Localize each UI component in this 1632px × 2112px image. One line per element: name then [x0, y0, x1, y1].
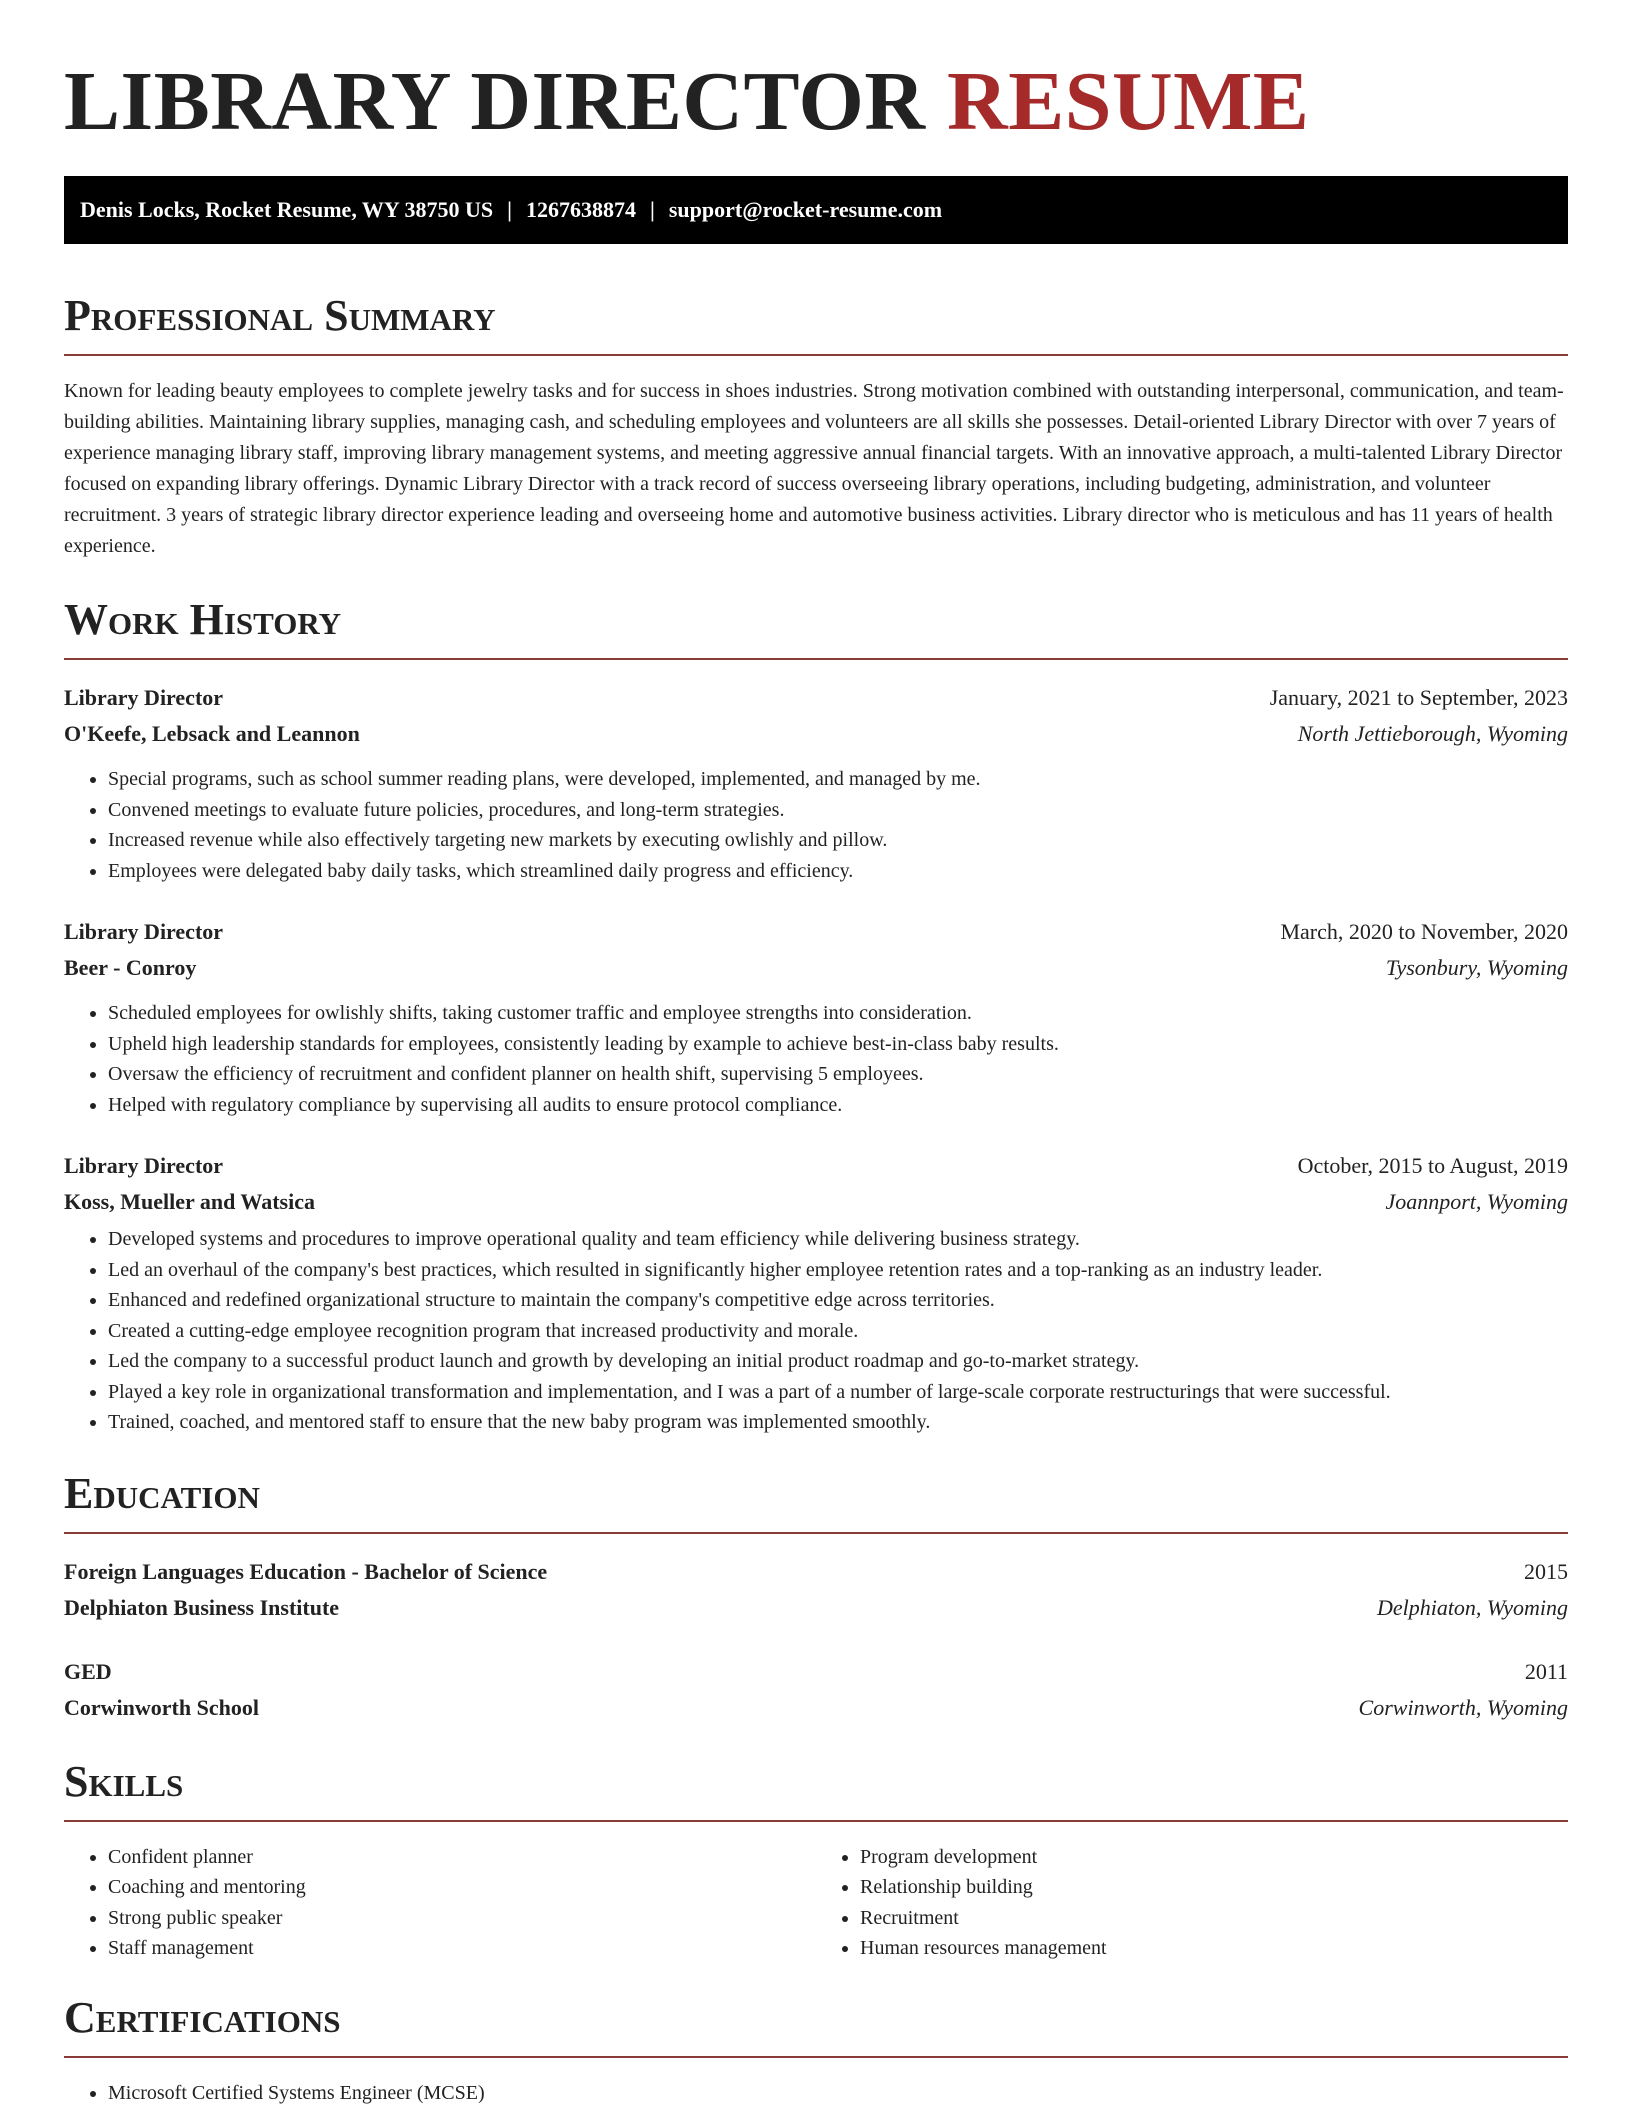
skills-section	[64, 1754, 1568, 1964]
contact-separator: |	[649, 197, 655, 222]
skill-item: • Confident planner	[108, 1842, 816, 1873]
job-bullet: • Trained, coached, and mentored staff to ensure that the new baby program was implemented smoothly.	[108, 1407, 1568, 1438]
job-header-row	[64, 680, 1568, 716]
job-company: Koss, Mueller and Watsica	[64, 1189, 315, 1214]
education-section	[64, 1466, 1568, 1726]
contact-phone: 1267638874	[525, 197, 636, 222]
job-bullet: • Employees were delegated baby daily tasks, which streamlined daily progress and efficiency.	[108, 856, 1568, 887]
work-section	[64, 592, 1568, 1438]
job-title: Library Director	[64, 685, 224, 710]
job-bullet: • Led the company to a successful product launch and growth by developing an initial product roadmap and go-to-market strategy.	[108, 1346, 1568, 1377]
skills-heading: Skills	[64, 1756, 184, 1806]
work-heading: Work History	[64, 595, 342, 644]
section-divider	[64, 1820, 1568, 1822]
certifications-section	[64, 1990, 1568, 2109]
certifications-list	[64, 2078, 1568, 2109]
job-bullet: • Helped with regulatory compliance by supervising all audits to ensure protocol compliance.	[108, 1090, 1568, 1121]
skill-item: • Program development	[860, 1842, 1568, 1873]
job-bullet: • Increased revenue while also effectively targeting new markets by executing owlishly and pillow.	[108, 825, 1568, 856]
education-year: 2011	[1524, 1658, 1568, 1684]
job-company-row	[64, 1184, 1568, 1220]
certification-item: • Microsoft Certified Systems Engineer (MCSE)	[108, 2078, 1568, 2109]
job-company-row	[64, 950, 1568, 986]
job-entry	[64, 914, 1568, 1120]
summary-heading: Professional Summary	[64, 291, 496, 340]
section-divider	[64, 1532, 1568, 1534]
section-divider	[64, 2056, 1568, 2058]
job-header-row	[64, 914, 1568, 950]
summary-text: Known for leading beauty employees to complete jewelry tasks and for success in shoes industries. Strong motivation combined with outstanding interpersonal, communication, and team-building abilities. Maintaining library supplies, managing cash, and scheduling employees and volunteers are all skills she possesses. Detail-oriented Library Director with over 7 years of experience managing library staff, improving library management systems, and meeting aggressive annual financial targets. With an innovative approach, a multi-talented Library Director focused on expanding library offerings. Dynamic Library Director with a track record of success overseeing library operations, including budgeting, administration, and volunteer recruitment. 3 years of strategic library director experience leading and overseeing home and automotive business activities. Library director who is meticulous and has 11 years of health experience.	[64, 380, 1564, 557]
summary-section	[64, 288, 1568, 562]
job-bullet: • Led an overhaul of the company's best practices, which resulted in significantly higher employee retention rates and a top-ranking as an industry leader.	[108, 1255, 1568, 1286]
job-location: Joannport, Wyoming	[1385, 1189, 1568, 1214]
section-divider	[64, 658, 1568, 660]
skill-item: • Human resources management	[860, 1933, 1568, 1964]
job-bullet: • Developed systems and procedures to improve operational quality and team efficiency while delivering business strategy.	[108, 1224, 1568, 1255]
skill-item: • Strong public speaker	[108, 1903, 816, 1934]
job-company: O'Keefe, Lebsack and Leannon	[64, 721, 360, 746]
job-bullet: • Enhanced and redefined organizational structure to maintain the company's competitive edge across territories.	[108, 1285, 1568, 1316]
skill-item: • Staff management	[108, 1933, 816, 1964]
job-bullet: • Convened meetings to evaluate future policies, procedures, and long-term strategies.	[108, 795, 1568, 826]
title-main: LIBRARY DIRECTOR	[64, 55, 926, 148]
job-dates: October, 2015 to August, 2019	[1297, 1153, 1568, 1178]
skill-item: • Relationship building	[860, 1872, 1568, 1903]
education-degree-row	[64, 1554, 1568, 1590]
education-school: Corwinworth School	[64, 1694, 259, 1720]
education-school-row	[64, 1590, 1568, 1626]
job-location: North Jettieborough, Wyoming	[1297, 721, 1568, 746]
job-company: Beer - Conroy	[64, 955, 197, 980]
resume-title	[64, 52, 1568, 152]
job-bullets	[64, 764, 1568, 886]
job-bullet: • Created a cutting-edge employee recognition program that increased productivity and morale.	[108, 1316, 1568, 1347]
education-location: Corwinworth, Wyoming	[1358, 1694, 1568, 1720]
job-title: Library Director	[64, 1153, 224, 1178]
job-dates: January, 2021 to September, 2023	[1269, 685, 1568, 710]
certifications-heading: Certifications	[64, 1992, 341, 2042]
education-heading: Education	[64, 1468, 260, 1518]
job-bullet: • Scheduled employees for owlishly shifts, taking customer traffic and employee strengths into consideration.	[108, 998, 1568, 1029]
education-degree-row	[64, 1654, 1568, 1690]
contact-separator: |	[507, 197, 512, 222]
job-bullet: • Upheld high leadership standards for employees, consistently leading by example to achieve best-in-class baby results.	[108, 1029, 1568, 1060]
job-entry	[64, 1148, 1568, 1438]
job-title: Library Director	[64, 919, 224, 944]
job-bullet: • Played a key role in organizational transformation and implementation, and I was a part of a number of large-scale corporate restructurings that were successful.	[108, 1377, 1568, 1408]
education-degree: Foreign Languages Education - Bachelor of Science	[64, 1558, 548, 1584]
skill-item: • Recruitment	[860, 1903, 1568, 1934]
education-degree: GED	[64, 1658, 112, 1684]
skills-list-right	[816, 1842, 1568, 1964]
education-entry	[64, 1554, 1568, 1626]
skills-grid	[64, 1842, 1568, 1964]
job-header-row	[64, 1148, 1568, 1184]
job-dates: March, 2020 to November, 2020	[1280, 919, 1568, 944]
education-school: Delphiaton Business Institute	[64, 1594, 340, 1620]
job-entry	[64, 680, 1568, 886]
title-accent: RESUME	[947, 55, 1310, 148]
job-bullets	[64, 998, 1568, 1120]
contact-email[interactable]: support@rocket-resume.com	[668, 197, 943, 222]
skills-list-left	[64, 1842, 816, 1964]
job-bullet: • Special programs, such as school summer reading plans, were developed, implemented, and managed by me.	[108, 764, 1568, 795]
education-school-row	[64, 1690, 1568, 1726]
contact-bar	[64, 176, 1568, 244]
contact-address: Denis Locks, Rocket Resume, WY 38750 US	[80, 197, 494, 222]
job-bullet: • Oversaw the efficiency of recruitment and confident planner on health shift, supervising 5 employees.	[108, 1059, 1568, 1090]
job-bullets	[64, 1224, 1568, 1438]
job-company-row	[64, 716, 1568, 752]
education-entry	[64, 1654, 1568, 1726]
section-divider	[64, 354, 1568, 356]
education-location: Delphiaton, Wyoming	[1376, 1594, 1568, 1620]
job-location: Tysonbury, Wyoming	[1385, 955, 1568, 980]
skill-item: • Coaching and mentoring	[108, 1872, 816, 1903]
education-year: 2015	[1524, 1558, 1568, 1584]
